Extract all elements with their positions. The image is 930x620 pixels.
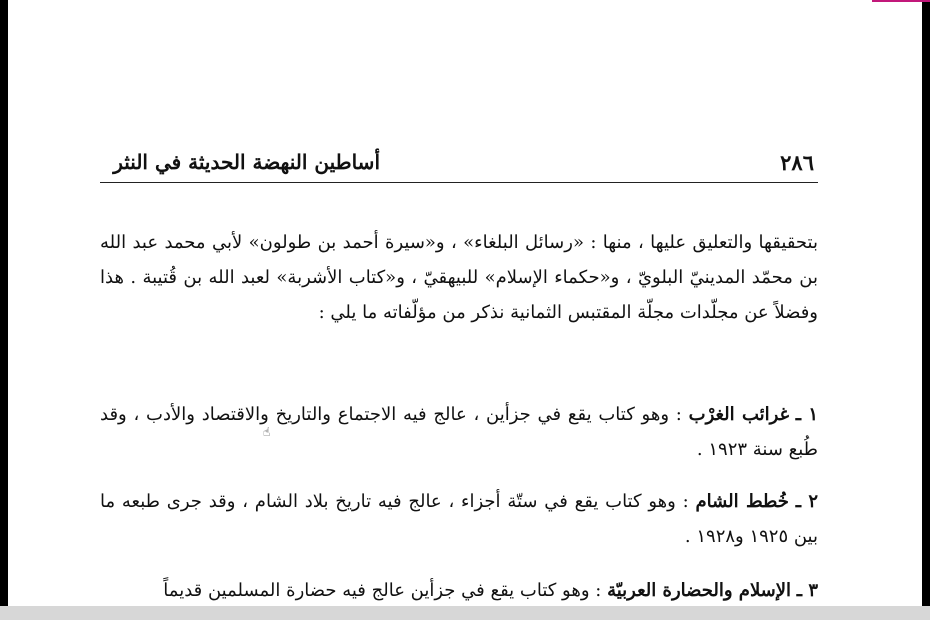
scanned-book-page (8, 0, 922, 606)
item-title: غرائب الغرْب (688, 404, 789, 425)
running-title: أساطين النهضة الحديثة في النثر (113, 150, 380, 174)
list-item (100, 484, 818, 554)
corner-accent (872, 0, 930, 2)
intro-paragraph: بتحقيقها والتعليق عليها ، منها : «رسائل البلغاء» ، و«سيرة أحمد بن طولون» لأبي محمد عبد الله بن محمّد المدينيّ البلويّ ، و«حكماء الإسلام» للبيهقيّ ، و«كتاب الأشربة» لعبد الله بن قُتيبة . هذا وفضلاً عن مجلّدات مجلّة المقتبس الثمانية نذكر من مؤلّفاته ما يلي : (100, 232, 818, 323)
item-number: ٣ ـ (796, 580, 818, 601)
item-title: خُطط الشام (695, 491, 789, 512)
page-number: ٢٨٦ (780, 150, 814, 175)
item-text: : وهو كتاب يقع في ستّة أجزاء ، عالج فيه تاريخ بلاد الشام ، وقد جرى طبعه ما بين ١٩٢٥ و١٩٢٨ . (100, 491, 818, 547)
viewer-bottom-strip (0, 606, 930, 620)
hand-cursor-icon: ☝ (263, 425, 271, 439)
running-header (100, 146, 818, 183)
list-item (100, 397, 818, 467)
item-text: : وهو كتاب يقع في جزأين ، عالج فيه الاجتماع والتاريخ والاقتصاد والأدب ، وقد طُبع سنة ١٩٢٣ . (100, 404, 818, 460)
item-number: ٢ ـ (795, 491, 818, 512)
item-number: ١ ـ (795, 404, 819, 425)
item-text: : وهو كتاب يقع في جزأين عالج فيه حضارة المسلمين قديماً (163, 580, 602, 601)
list-item (100, 573, 818, 606)
item-title: الإسلام والحضارة العربيّة (607, 580, 792, 601)
